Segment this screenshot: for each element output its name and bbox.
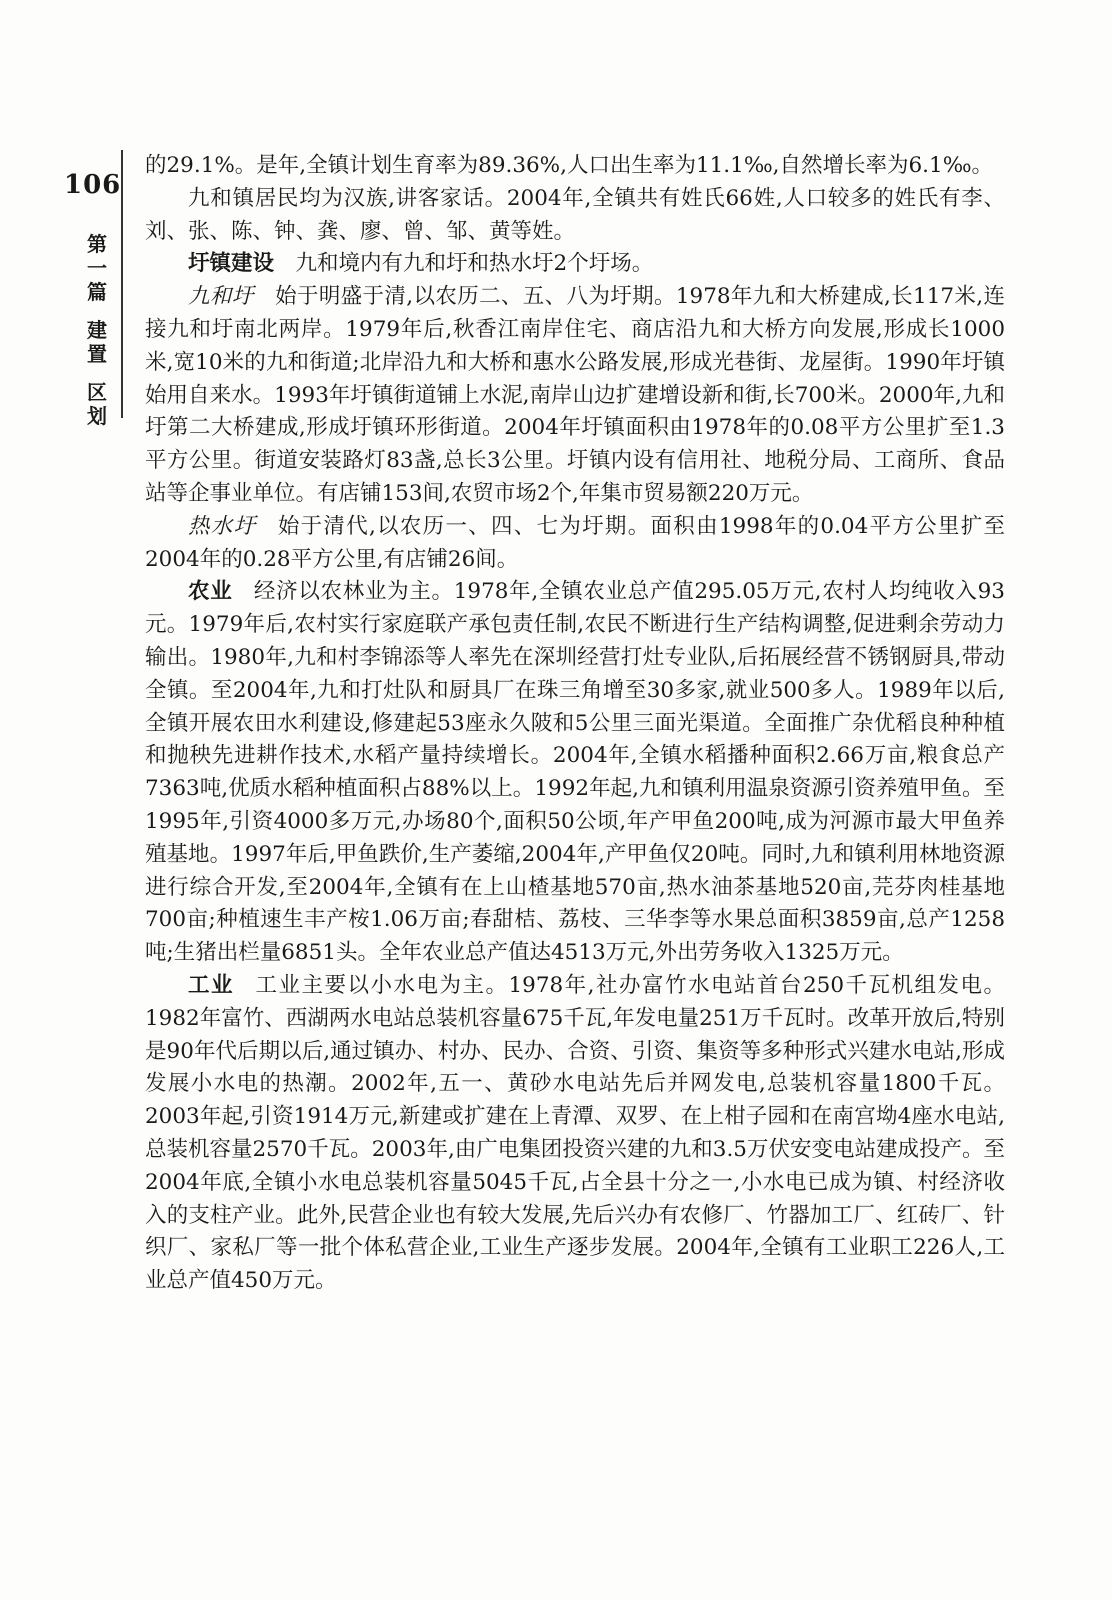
side-divider-rule [121,150,123,418]
subsection-heading: 九和圩 [188,284,254,310]
page-number: 106 [64,170,122,200]
paragraph [145,248,1005,281]
section-heading: 工业 [188,972,234,998]
side-title-char: 划 [87,404,107,428]
paragraph [145,150,1005,183]
paragraph [145,183,1005,249]
body-text [145,150,1005,1298]
side-title-char: 置 [87,342,107,366]
paragraph [145,281,1005,511]
side-title-char: 建 [87,318,107,342]
paragraph [145,576,1005,970]
paragraph [145,511,1005,577]
paragraph-text: 经济以农林业为主。1978年,全镇农业总产值295.05万元,农村人均纯收入93元。1979年后,农村实行家庭联产承包责任制,农民不断进行生产结构调整,促进剩余劳动力输出。1980年,九和村李锦添等人率先在深圳经营打灶专业队,后拓展经营不锈钢厨具,带动全镇。至2004年,九和打灶队和厨具厂在珠三角增至30多家,就业500多人。1989年以后,全镇开展农田水利建设,修建起53座永久陂和5公里三面光渠道。全面推广杂优稻良种种植和抛秧先进耕作技术,水稻产量持续增长。2004年,全镇水稻播种面积2.66万亩,粮食总产7363吨,优质水稻种植面积占88%以上。1992年起,九和镇利用温泉资源引资养殖甲鱼。至1995年,引资4000多万元,办场80个,面积50公顷,年产甲鱼200吨,成为河源市最大甲鱼养殖基地。1997年后,甲鱼跌价,生产萎缩,2004年,产甲鱼仅20吨。同时,九和镇利用林地资源进行综合开发,至2004年,全镇有在上山楂基地570亩,热水油茶基地520亩,芫芬肉桂基地700亩;种植速生丰产桉1.06万亩;春甜桔、荔枝、三华李等水果总面积3859亩,总产1258吨;生猪出栏量6851头。全年农业总产值达4513万元,外出劳务收入1325万元。 [145,579,1005,966]
paragraph [145,970,1005,1298]
paragraph-text: 的29.1%。是年,全镇计划生育率为89.36%,人口出生率为11.1‰,自然增长率为6.1‰。 [145,153,994,178]
section-heading: 农业 [188,579,233,605]
paragraph-text: 工业主要以小水电为主。1978年,社办富竹水电站首台250千瓦机组发电。1982年富竹、西湖两水电站总装机容量675千瓦,年发电量251万千瓦时。改革开放后,特别是90年代后期以后,通过镇办、村办、民办、合资、引资、集资等多种形式兴建水电站,形成发展小水电的热潮。2002年,五一、黄砂水电站先后并网发电,总装机容量1800千瓦。2003年起,引资1914万元,新建或扩建在上青潭、双罗、在上柑子园和在南宫坳4座水电站,总装机容量2570千瓦。2003年,由广电集团投资兴建的九和3.5万伏安变电站建成投产。至2004年底,全镇小水电总装机容量5045千瓦,占全县十分之一,小水电已成为镇、村经济收入的支柱产业。此外,民营企业也有较大发展,先后兴办有农修厂、竹器加工厂、红砖厂、针织厂、家私厂等一批个体私营企业,工业生产逐步发展。2004年,全镇有工业职工226人,工业总产值450万元。 [145,972,1005,1294]
subsection-heading: 热水圩 [188,513,257,539]
paragraph-text: 始于明盛于清,以农历二、五、八为圩期。1978年九和大桥建成,长117米,连接九和圩南北两岸。1979年后,秋香江南岸住宅、商店沿九和大桥方向发展,形成长1000米,宽10米的九和街道;北岸沿九和大桥和惠水公路发展,形成光巷街、龙屋街。1990年圩镇始用自来水。1993年圩镇街道铺上水泥,南岸山边扩建增设新和街,长700米。2000年,九和圩第二大桥建成,形成圩镇环形街道。2004年圩镇面积由1978年的0.08平方公里扩至1.3平方公里。街道安装路灯83盏,总长3公里。圩镇内设有信用社、地税分局、工商所、食品站等企事业单位。有店铺153间,农贸市场2个,年集市贸易额220万元。 [145,284,1005,506]
side-title-char: 第 [87,232,107,256]
paragraph-text: 九和镇居民均为汉族,讲客家话。2004年,全镇共有姓氏66姓,人口较多的姓氏有李、刘、张、陈、钟、龚、廖、曾、邹、黄等姓。 [145,185,1005,244]
paragraph-text: 九和境内有九和圩和热水圩2个圩场。 [295,251,654,277]
section-heading: 圩镇建设 [188,251,275,277]
paragraph-text: 始于清代,以农历一、四、七为圩期。面积由1998年的0.04平方公里扩至2004年的0.28平方公里,有店铺26间。 [145,513,1005,572]
side-title-char: 区 [87,380,107,404]
section-side-title [84,232,110,428]
side-title-char: 一 [87,256,107,280]
side-title-char: 篇 [87,280,107,304]
